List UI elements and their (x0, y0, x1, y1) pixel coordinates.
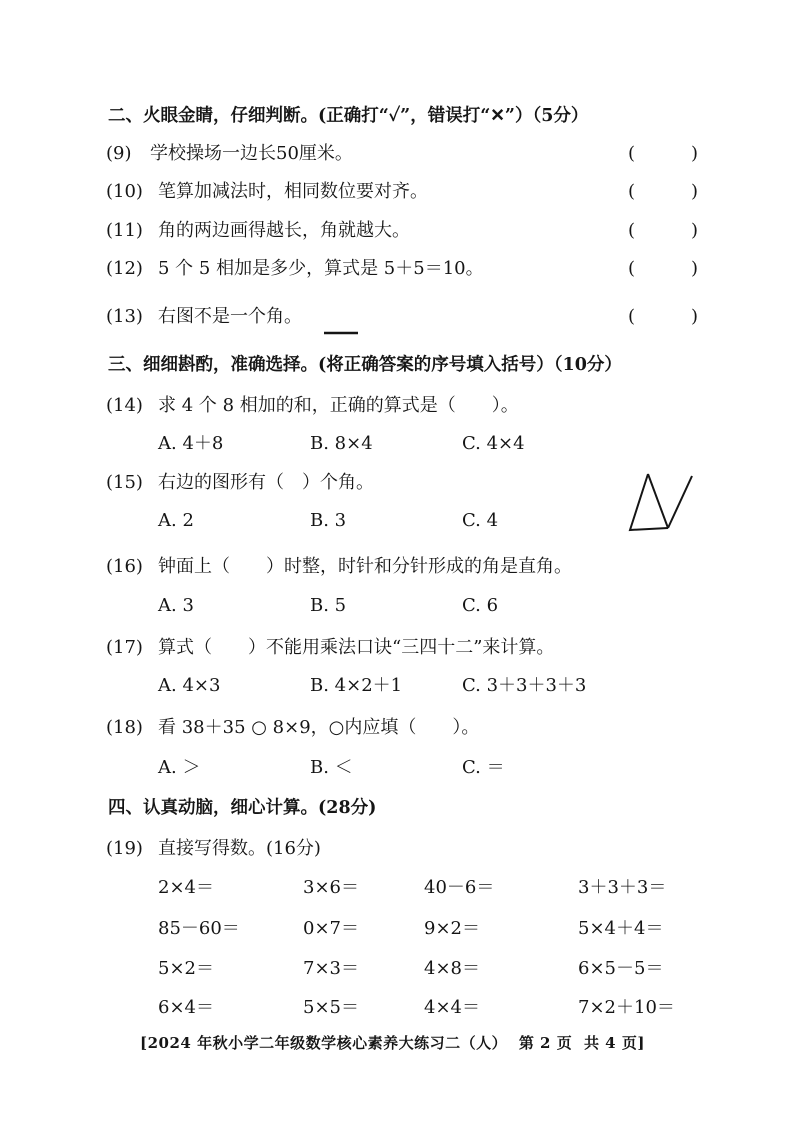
section-3-title (0, 350, 794, 380)
question-18 (0, 713, 794, 743)
calc-item[interactable]: 6×5－5＝ (578, 958, 664, 979)
question-17 (0, 633, 794, 663)
option-c[interactable]: C. 6 (462, 595, 499, 616)
question-number: (14) (106, 395, 143, 416)
calc-row-3 (0, 954, 794, 984)
angle-figure (626, 470, 696, 534)
option-b[interactable]: B. 3 (310, 510, 347, 531)
options-14 (0, 429, 794, 459)
item-number: (12) (106, 258, 143, 279)
option-a[interactable]: A. 4＋8 (158, 433, 224, 454)
item-text: 5 个 5 相加是多少，算式是 5＋5＝10。 (158, 258, 484, 279)
judge-item-11: (11) 角的两边画得越长，角就越大。 ( ) (0, 216, 794, 246)
question-text: 钟面上（ ）时整，时针和分针形成的角是直角。 (158, 556, 572, 577)
question-text: 看 38＋35 ○ 8×9，○内应填（ ）。 (158, 717, 480, 738)
calc-item[interactable]: 4×8＝ (424, 958, 480, 979)
footer-total-pages: 共 4 页] (583, 1034, 645, 1052)
calc-item[interactable]: 40－6＝ (424, 877, 495, 898)
question-19 (0, 834, 794, 864)
calc-item[interactable]: 3×6＝ (303, 877, 359, 898)
question-number: (17) (106, 637, 143, 658)
calc-item[interactable]: 9×2＝ (424, 918, 480, 939)
item-text: 学校操场一边长50厘米。 (150, 143, 353, 164)
options-18 (0, 753, 794, 783)
judge-item-10: (10) 笔算加减法时，相同数位要对齐。 ( ) (0, 177, 794, 207)
calc-item[interactable]: 3＋3＋3＝ (578, 877, 667, 898)
section-2-title (0, 101, 794, 131)
calc-item[interactable]: 4×4＝ (424, 997, 480, 1018)
calc-item[interactable]: 5×5＝ (303, 997, 359, 1018)
question-text: 直接写得数。(16分) (158, 838, 321, 859)
calc-item[interactable]: 2×4＝ (158, 877, 214, 898)
item-number: (9) (106, 143, 132, 164)
option-c[interactable]: C. ＝ (462, 757, 505, 778)
question-number: (15) (106, 472, 143, 493)
footer-title: [2024 年秋小学二年级数学核心素养大练习二（人） (140, 1034, 508, 1052)
option-c[interactable]: C. 4×4 (462, 433, 525, 454)
calc-item[interactable]: 6×4＝ (158, 997, 214, 1018)
calc-item[interactable]: 5×2＝ (158, 958, 214, 979)
judge-item-12: (12) 5 个 5 相加是多少，算式是 5＋5＝10。 ( ) (0, 254, 794, 284)
options-16 (0, 591, 794, 621)
calc-item[interactable]: 7×3＝ (303, 958, 359, 979)
question-number: (19) (106, 838, 143, 859)
calc-item[interactable]: 85－60＝ (158, 918, 240, 939)
options-17 (0, 671, 794, 701)
item-text: 右图不是一个角。 (158, 306, 302, 327)
option-a[interactable]: A. 2 (158, 510, 194, 531)
option-c[interactable]: C. 4 (462, 510, 499, 531)
question-16 (0, 552, 794, 582)
item-text: 笔算加减法时，相同数位要对齐。 (158, 181, 428, 202)
line-segment-figure (322, 330, 362, 336)
calc-row-1 (0, 873, 794, 903)
option-a[interactable]: A. 3 (158, 595, 194, 616)
section-4-title-text: 四、认真动脑，细心计算。(28分) (108, 798, 377, 818)
question-text: 求 4 个 8 相加的和，正确的算式是（ ）。 (158, 395, 519, 416)
item-text: 角的两边画得越长，角就越大。 (158, 220, 410, 241)
option-b[interactable]: B. 4×2＋1 (310, 675, 403, 696)
question-text: 算式（ ）不能用乘法口诀“三四十二”来计算。 (158, 637, 555, 658)
calc-row-2 (0, 914, 794, 944)
question-14 (0, 391, 794, 421)
footer-page-number: 第 2 页 (518, 1034, 573, 1052)
question-text: 右边的图形有（ ）个角。 (158, 472, 374, 493)
question-number: (18) (106, 717, 143, 738)
section-4-title (0, 793, 794, 823)
option-b[interactable]: B. 8×4 (310, 433, 373, 454)
page-footer (140, 1032, 651, 1053)
calc-item[interactable]: 0×7＝ (303, 918, 359, 939)
section-2-title-text: 二、火眼金睛，仔细判断。(正确打“✓”，错误打“✕”）（5分） (108, 106, 589, 126)
option-a[interactable]: A. 4×3 (158, 675, 221, 696)
judge-item-9: (9) 学校操场一边长50厘米。 ( ) (0, 139, 794, 169)
question-number: (16) (106, 556, 143, 577)
option-c[interactable]: C. 3＋3＋3＋3 (462, 675, 587, 696)
section-3-title-text: 三、细细斟酌，准确选择。(将正确答案的序号填入括号）（10分） (108, 355, 622, 375)
option-a[interactable]: A. ＞ (158, 757, 201, 778)
calc-row-4 (0, 993, 794, 1023)
option-b[interactable]: B. ＜ (310, 757, 353, 778)
calc-item[interactable]: 5×4＋4＝ (578, 918, 664, 939)
judge-item-13: (13) 右图不是一个角。 ( ) (0, 302, 794, 332)
item-number: (11) (106, 220, 143, 241)
item-number: (10) (106, 181, 143, 202)
option-b[interactable]: B. 5 (310, 595, 347, 616)
calc-item[interactable]: 7×2＋10＝ (578, 997, 675, 1018)
item-number: (13) (106, 306, 143, 327)
